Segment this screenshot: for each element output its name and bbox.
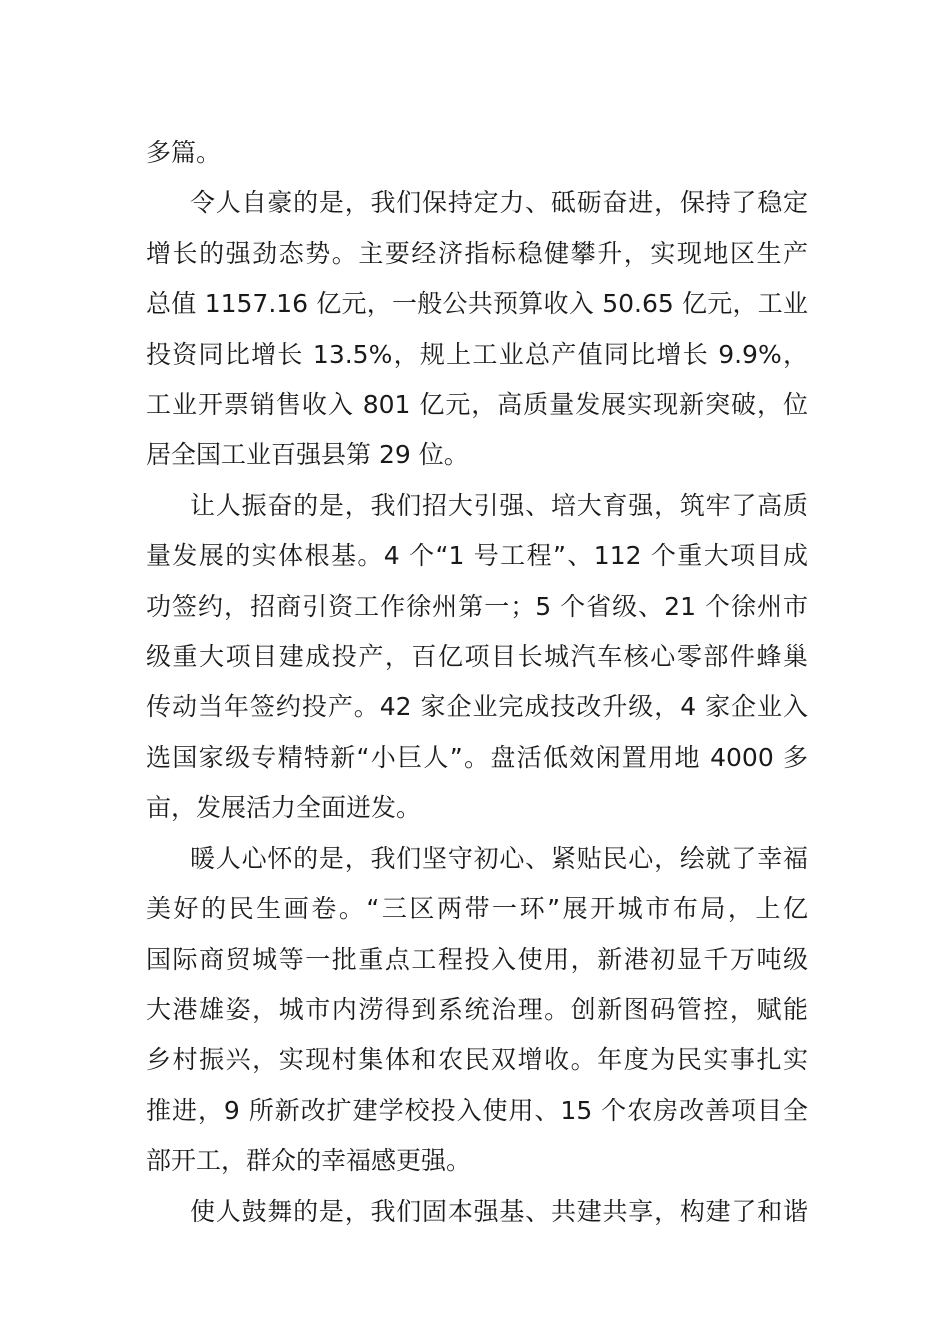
paragraph-first-line: 令人自豪的是，我们保持定力、砥砺奋进，保持了稳定 bbox=[190, 188, 808, 218]
text-line: 大港雄姿，城市内涝得到系统治理。创新图码管控，赋能 bbox=[146, 994, 808, 1024]
text-line: 增长的强劲态势。主要经济指标稳健攀升，实现地区生产 bbox=[146, 238, 808, 268]
paragraph-first-line: 让人振奋的是，我们招大引强、培大育强，筑牢了高质 bbox=[190, 490, 808, 520]
text-line: 多篇。 bbox=[146, 138, 222, 167]
text-line: 美好的民生画卷。“三区两带一环”展开城市布局，上亿 bbox=[146, 894, 808, 924]
text-line: 工业开票销售收入 801 亿元，高质量发展实现新突破，位 bbox=[146, 390, 808, 420]
text-line: 乡村振兴，实现村集体和农民双增收。年度为民实事扎实 bbox=[146, 1045, 808, 1075]
text-line: 选国家级专精特新“小巨人”。盘活低效闲置用地 4000 多 bbox=[146, 742, 808, 772]
text-line: 部开工，群众的幸福感更强。 bbox=[146, 1146, 472, 1176]
paragraph-first-line: 暖人心怀的是，我们坚守初心、紧贴民心，绘就了幸福 bbox=[190, 843, 808, 873]
text-line: 级重大项目建成投产，百亿项目长城汽车核心零部件蜂巢 bbox=[146, 642, 808, 672]
text-line: 居全国工业百强县第 29 位。 bbox=[146, 440, 469, 470]
text-line: 功签约，招商引资工作徐州第一；5 个省级、21 个徐州市 bbox=[146, 591, 808, 621]
text-line: 投资同比增长 13.5%，规上工业总产值同比增长 9.9%， bbox=[146, 339, 808, 369]
text-line: 国际商贸城等一批重点工程投入使用，新港初显千万吨级 bbox=[146, 944, 808, 974]
text-line: 亩，发展活力全面迸发。 bbox=[146, 793, 422, 823]
document-body bbox=[146, 128, 808, 1237]
text-line: 量发展的实体根基。4 个“1 号工程”、112 个重大项目成 bbox=[146, 541, 808, 571]
text-line: 传动当年签约投产。42 家企业完成技改升级，4 家企业入 bbox=[146, 692, 808, 722]
paragraph-first-line: 使人鼓舞的是，我们固本强基、共建共享，构建了和谐 bbox=[190, 1196, 808, 1226]
text-line: 总值 1157.16 亿元，一般公共预算收入 50.65 亿元，工业 bbox=[146, 289, 808, 319]
text-line: 推进，9 所新改扩建学校投入使用、15 个农房改善项目全 bbox=[146, 1095, 808, 1125]
